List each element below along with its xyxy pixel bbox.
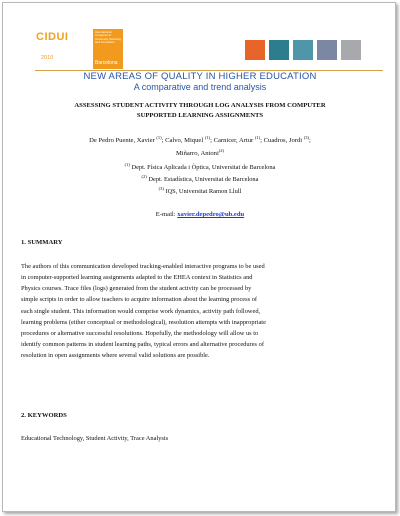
summary-line: simple scripts in order to allow teachers to acquire information about the learning process of [21, 296, 258, 304]
keywords-text: Educational Technology, Student Activity, Trace Analysis [21, 435, 169, 442]
conference-title: NEW AREAS OF QUALITY IN HIGHER EDUCATION [83, 71, 317, 82]
summary-line: each single student. This information would comprise work dynamics, activity path followed, [21, 307, 261, 315]
summary-line: The authors of this communication developed tracking-enabled interactive programs to be used [21, 263, 265, 270]
summary-line: Physics courses. Trace files (logs) generated from the student activity can be processed by [21, 285, 252, 293]
summary-text [21, 261, 379, 361]
paper-title [23, 101, 377, 121]
author: Cuadros, Jordi $^{(3)}$; [263, 135, 311, 145]
summary-line: identify common patterns in student learning paths, typical errors and alternative procedures of [21, 341, 264, 349]
author-list [33, 133, 367, 159]
author: Calvo, Miquel $^{(1)}$; [165, 135, 214, 145]
email-link[interactable]: xavier.depedro@ub.edu [177, 211, 245, 218]
summary-line: procedures or alternative successful resolutions. Hopefully, the methodology will allow us to [21, 329, 259, 337]
paper-title-line: SUPPORTED LEARNING ASSIGNMENTS [136, 112, 264, 119]
section-heading-keywords: 2. KEYWORDS [21, 412, 67, 419]
affiliation: $^{(1)}$ Dept. Física Aplicada i Òptica, Universitat de Barcelona [124, 162, 276, 172]
summary-line: resolution in open assignments where several valid solutions are possible. [21, 352, 210, 360]
affiliation: $^{(2)}$ Dept. Estadística, Universitat de Barcelona [141, 174, 259, 184]
header-color-square [293, 40, 313, 60]
author: Carnicer, Artur $^{(1)}$; [213, 135, 264, 145]
section-heading-summary: 1. SUMMARY [21, 239, 63, 246]
logo-box-city: Barcelona [95, 60, 118, 66]
paper-title-line: ASSESSING STUDENT ACTIVITY THROUGH LOG ANALYSIS FROM COMPUTER [74, 102, 326, 109]
header-color-square [317, 40, 337, 60]
logo-year: 2010 [41, 55, 54, 61]
logo-box-text: International Congress of University Teaching and Innovation [95, 30, 121, 45]
author: De Pedro Puente, Xavier $^{(1)}$; [89, 135, 166, 145]
logo-name: CIDUI [36, 31, 69, 43]
affiliation: $^{(3)}$ IQS, Universitat Ramon Llull [158, 186, 242, 196]
summary-line: learning problems (either conceptual or methodological), resolution attempts with inappropriate [21, 318, 266, 326]
header-color-square [341, 40, 361, 60]
header-color-square [245, 40, 265, 60]
summary-line: in computer-supported learning assignments adapted to the EHEA context in Statistics and [21, 274, 253, 282]
conference-subtitle: A comparative and trend analysis [133, 82, 267, 92]
document-page [2, 2, 396, 512]
header-color-square [269, 40, 289, 60]
email-label: E-mail: [155, 211, 176, 218]
email-line [3, 211, 397, 218]
author: Miñarro, Antoni$^{(2)}$ [175, 148, 225, 158]
